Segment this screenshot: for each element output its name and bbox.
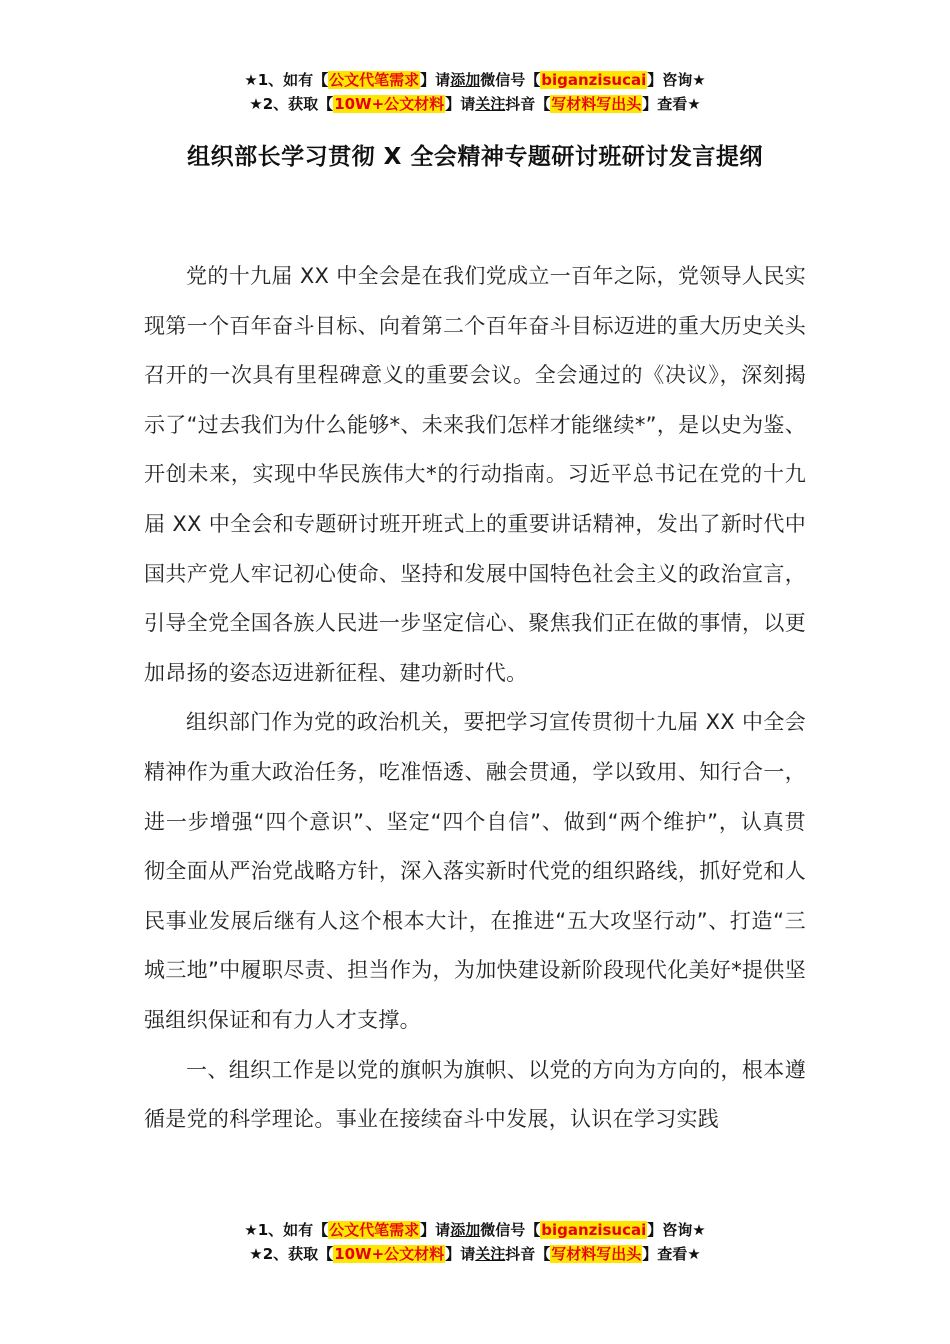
promo-line-1: ★1、如有【公文代笔需求】请添加微信号【biganzisucai】咨询★ bbox=[244, 71, 706, 89]
promo-line-1: ★1、如有【公文代笔需求】请添加微信号【biganzisucai】咨询★ bbox=[244, 1221, 706, 1239]
paragraph: 组织部门作为党的政治机关，要把学习宣传贯彻十九届 XX 中全会精神作为重大政治任务，吃准悟透、融会贯通，学以致用、知行合一，进一步增强“四个意识”、坚定“四个自信”、做到“两个维护”，认真贯彻全面从严治党战略方针，深入落实新时代党的组织路线，抓好党和人民事业发展后继有人这个根本大计，在推进“五大攻坚行动”、打造“三城三地”中履职尽责、担当作为，为加快建设新阶段现代化美好*提供坚强组织保证和有力人才支撑。 bbox=[144, 710, 806, 1032]
promo-highlight: 公文代笔需求 bbox=[329, 71, 420, 89]
douyin-account: 写材料写出头 bbox=[551, 95, 642, 113]
document-title: 组织部长学习贯彻 X 全会精神专题研讨班研讨发言提纲 bbox=[187, 144, 763, 170]
promo-banner-top bbox=[0, 68, 950, 116]
paragraph: 一、组织工作是以党的旗帜为旗帜、以党的方向为方向的，根本遵循是党的科学理论。事业在接续奋斗中发展，认识在学习实践 bbox=[144, 1057, 806, 1132]
promo-highlight: 10W+公文材料 bbox=[334, 95, 445, 113]
promo-line-2: ★2、获取【10W+公文材料】请关注抖音【写材料写出头】查看★ bbox=[249, 1245, 701, 1263]
douyin-account: 写材料写出头 bbox=[551, 1245, 642, 1263]
wechat-id: biganzisucai bbox=[541, 71, 647, 89]
wechat-id: biganzisucai bbox=[541, 1221, 647, 1239]
promo-highlight: 10W+公文材料 bbox=[334, 1245, 445, 1263]
promo-banner-bottom bbox=[0, 1218, 950, 1266]
document-body bbox=[144, 252, 806, 1145]
promo-highlight: 公文代笔需求 bbox=[329, 1221, 420, 1239]
promo-line-2: ★2、获取【10W+公文材料】请关注抖音【写材料写出头】查看★ bbox=[249, 95, 701, 113]
paragraph: 党的十九届 XX 中全会是在我们党成立一百年之际，党领导人民实现第一个百年奋斗目标、向着第二个百年奋斗目标迈进的重大历史关头召开的一次具有里程碑意义的重要会议。全会通过的《决议》，深刻揭示了“过去我们为什么能够*、未来我们怎样才能继续*”，是以史为鉴、开创未来，实现中华民族伟大*的行动指南。习近平总书记在党的十九届 XX 中全会和专题研讨班开班式上的重要讲话精神，发出了新时代中国共产党人牢记初心使命、坚持和发展中国特色社会主义的政治宣言，引导全党全国各族人民进一步坚定信心、聚焦我们正在做的事情，以更加昂扬的姿态迈进新征程、建功新时代。 bbox=[144, 264, 806, 685]
